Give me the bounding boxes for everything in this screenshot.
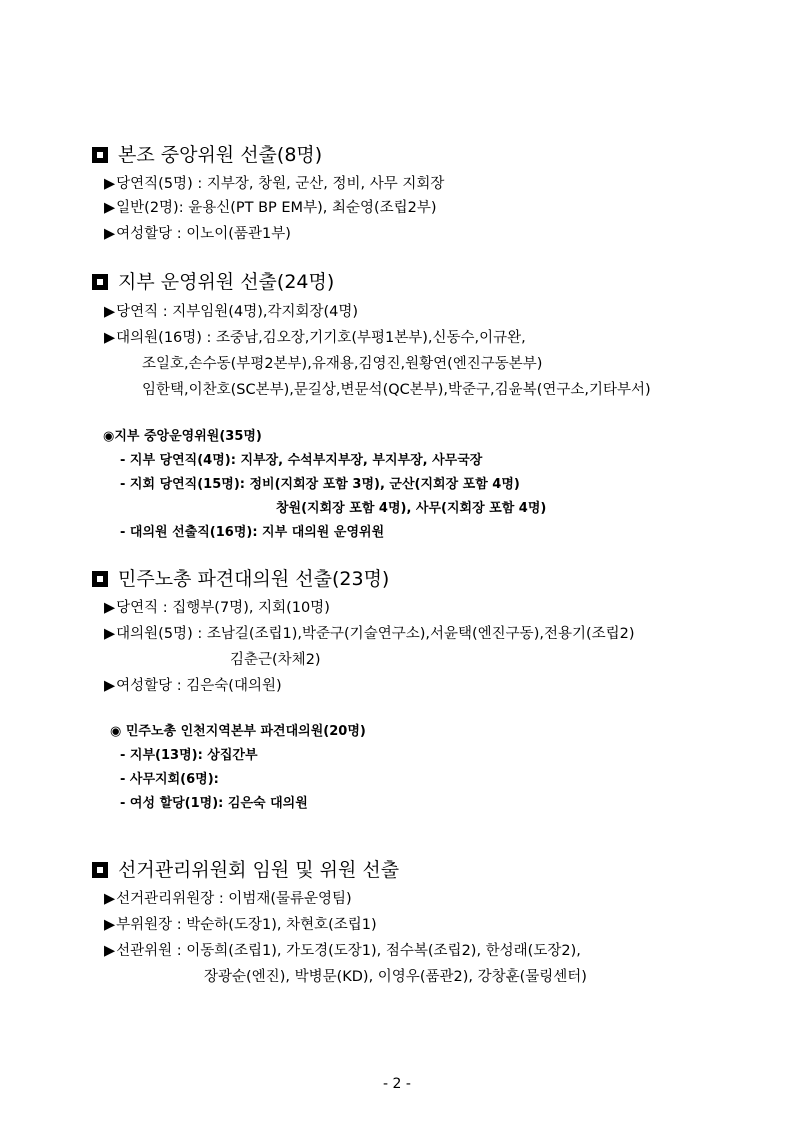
square-bullet-icon [92, 862, 108, 878]
section-heading: 선거관리위원회 임원 및 위원 선출 [92, 858, 399, 882]
square-bullet-icon [92, 274, 108, 290]
arrow-bullet-icon: ▶ [104, 891, 116, 907]
list-item: ▶부위원장 : 박순하(도장1), 차현호(조립1) [104, 914, 377, 936]
page-number: - 2 - [383, 1076, 411, 1092]
list-item: ▶여성할당 : 이노이(품관1부) [104, 223, 291, 245]
note-item: - 대의원 선출직(16명): 지부 대의원 운영위원 [120, 525, 385, 540]
arrow-bullet-icon: ▶ [104, 304, 116, 320]
list-item: ▶당연직 : 지부임원(4명),각지회장(4명) [104, 301, 358, 323]
list-item-continuation: 김춘근(차체2) [230, 652, 321, 668]
list-item: ▶선관위원 : 이동희(조립1), 가도경(도장1), 점수복(조립2), 한성래(도장2), [104, 940, 581, 962]
note-title: ◉ 민주노총 인천지역본부 파견대의원(20명) [110, 724, 366, 739]
note-item: - 사무지회(6명): [120, 772, 219, 787]
note-title: ◉지부 중앙운영위원(35명) [103, 429, 262, 444]
list-item: ▶대의원(5명) : 조남길(조립1),박준구(기술연구소),서윤택(엔진구동),전용기(조립2) [104, 623, 635, 645]
section-heading: 지부 운영위원 선출(24명) [92, 270, 334, 294]
section-heading: 민주노총 파견대의원 선출(23명) [92, 567, 389, 591]
arrow-bullet-icon: ▶ [104, 943, 116, 959]
arrow-bullet-icon: ▶ [104, 176, 116, 192]
list-item: ▶당연직(5명) : 지부장, 창원, 군산, 정비, 사무 지회장 [104, 173, 444, 195]
list-item: ▶선거관리위원장 : 이범재(물류운영팀) [104, 888, 352, 910]
square-bullet-icon [92, 147, 108, 163]
list-item: ▶대의원(16명) : 조중남,김오장,기기호(부평1본부),신동수,이규완, [104, 327, 526, 349]
list-item-continuation: 임한택,이찬호(SC본부),문길상,변문석(QC본부),박준구,김윤복(연구소,기타부서) [142, 382, 651, 398]
list-item-continuation: 장광순(엔진), 박병문(KD), 이영우(품관2), 강창훈(물링센터) [204, 969, 587, 985]
list-item: ▶일반(2명): 윤용신(PT BP EM부), 최순영(조립2부) [104, 197, 437, 219]
list-item: ▶당연직 : 집행부(7명), 지회(10명) [104, 597, 330, 619]
arrow-bullet-icon: ▶ [104, 917, 116, 933]
list-item: ▶여성할당 : 김은숙(대의원) [104, 675, 282, 697]
arrow-bullet-icon: ▶ [104, 330, 116, 346]
note-item: - 지부 당연직(4명): 지부장, 수석부지부장, 부지부장, 사무국장 [120, 453, 483, 468]
arrow-bullet-icon: ▶ [104, 678, 116, 694]
arrow-bullet-icon: ▶ [104, 626, 116, 642]
note-item: - 여성 할당(1명): 김은숙 대의원 [120, 796, 308, 811]
square-bullet-icon [92, 571, 108, 587]
note-item: - 지부(13명): 상집간부 [120, 748, 258, 763]
note-item: - 지회 당연직(15명): 정비(지회장 포함 3명), 군산(지회장 포함 4명) [120, 477, 520, 492]
list-item-continuation: 조일호,손수동(부평2본부),유재용,김영진,원황연(엔진구동본부) [142, 356, 543, 372]
arrow-bullet-icon: ▶ [104, 200, 116, 216]
note-item-continuation: 창원(지회장 포함 4명), 사무(지회장 포함 4명) [276, 501, 547, 516]
section-heading: 본조 중앙위원 선출(8명) [92, 143, 322, 167]
arrow-bullet-icon: ▶ [104, 600, 116, 616]
arrow-bullet-icon: ▶ [104, 226, 116, 242]
